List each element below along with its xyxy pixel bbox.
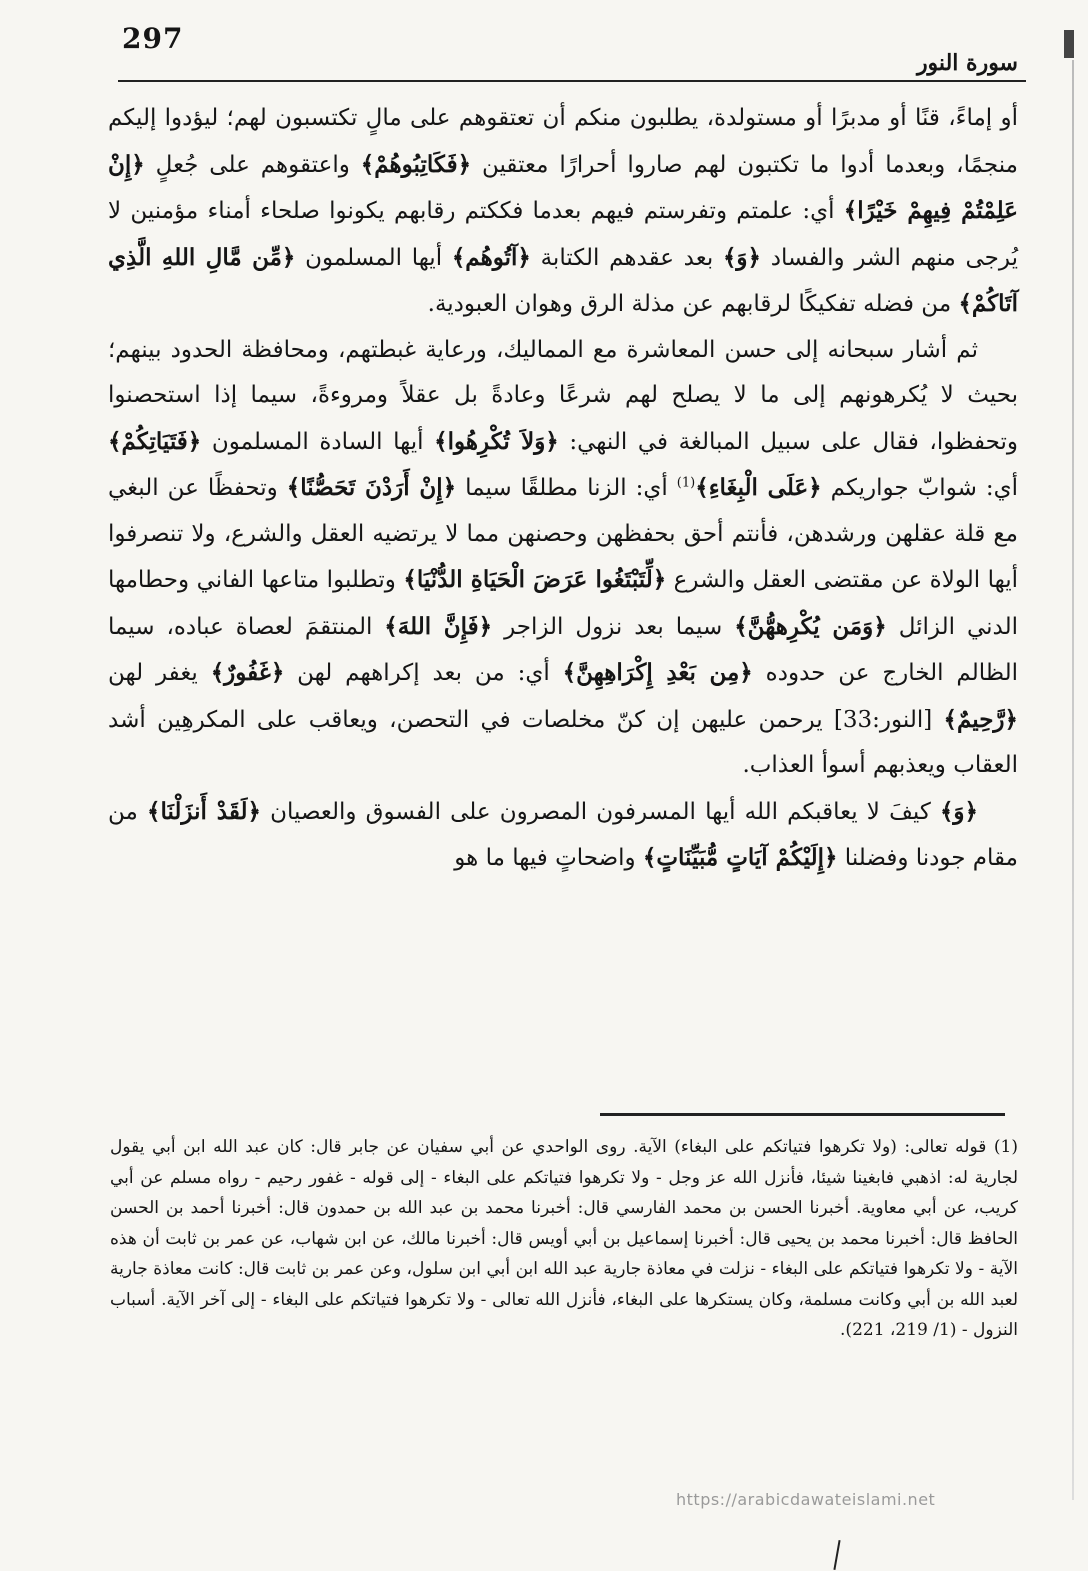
quran-quote: ﴿لِّتَبْتَغُوا عَرَضَ الْحَيَاةِ الدُّنْيَا﴾: [403, 566, 667, 593]
body-text: وتحفظًا عن البغي مع قلة عقلهن ورشدهن، فأنتم أحق بحفظهن وحصنهن مما لا يرتضيه العقل والشرع، ولا تنصرفوا أيها الولاة عن مقتضى العقل والشرع: [108, 475, 1018, 593]
body-text: [النور:33] يرحمن عليهن إن كنّ مخلصات في التحصن، ويعاقب على المكرهِين أشد العقاب ويعذبهم أسوأ العذاب.: [108, 706, 1018, 778]
body-text: أو إماءً، قنًا أو مدبرًا أو مستولدة، يطلبون منكم أن تعتقوهم على مالٍ تكتسبون لهم؛ ليؤدوا إليكم منجمًا، وبعدما أدوا ما تكتبون لهم صاروا أحرارًا معتقين: [108, 105, 1018, 178]
body-text: بعد عقدهم الكتابة: [530, 244, 723, 271]
body-text: واعتقوهم على جُعلٍ: [144, 151, 361, 178]
footnote-divider: [600, 1113, 1005, 1116]
quran-quote: ﴿غَفُورٌ﴾: [210, 659, 285, 686]
body-text: وتطلبوا متاعها الفاني وحطامها الدني الزائل: [108, 567, 1018, 640]
quran-quote: ﴿رَّحِيمٌ﴾: [943, 705, 1018, 733]
body-text: أي: من بعد إكراههم لهن: [284, 660, 563, 686]
footnote-reference: (1): [676, 475, 696, 491]
body-text: سيما بعد نزول الزاجر: [492, 613, 735, 640]
footnote-1: (1) قوله تعالى: (ولا تكرهوا فتياتكم على البغاء) الآية. روى الواحدي عن أبي سفيان عن جابر قال: كان عبد الله ابن أبي يقول لجارية له: اذهبي فابغينا شيئا، فأنزل الله عز وجل - ولا تكرهوا فتياتكم على البغاء - إلى قوله - غفور رحيم - رواه مسلم عن أبي كريب، عن أبي معاوية. أخبرنا الحسن بن محمد الفارسي قال: أخبرنا محمد بن عبد الله بن حمدون قال: أخبرنا أحمد بن الحسن الحافظ قال: أخبرنا محمد بن يحيى قال: أخبرنا إسماعيل بن أبي أويس قال: أخبرنا مالك، عن ابن شهاب، عن عمر بن ثابت أن هذه الآية - ولا تكرهوا فتياتكم على البغاء - نزلت في معاذة جارية عبد الله ابن أبي ابن سلول، وعن عمر بن ثابت قال: كانت معاذة جارية لعبد الله بن أبي وكانت مسلمة، وكان يستكرها على البغاء، فأنزل الله تعالى - ولا تكرهوا فتياتكم على البغاء - إلى آخر الآية. أسباب النزول - (1/ 219، 221).: [110, 1137, 1018, 1340]
quran-quote: ﴿مِّن مَّالِ اللهِ الَّذِي آتَاكُمْ﴾: [108, 243, 1018, 317]
quran-quote: ﴿عَلَى الْبِغَاءِ﴾: [695, 474, 822, 501]
footnotes: [110, 1132, 1018, 1346]
body-text: أي: علمتم وتفرستم فيهم بعدما فككتم رقابهم يكونوا صلحاء أمناء مؤمنين لا يُرجى منهم الشر والفساد: [108, 198, 1018, 271]
body-text: أي: شوابّ جواريكم: [821, 475, 1019, 501]
body-text: أيها المسلمون: [295, 244, 452, 271]
scan-pen-mark: [833, 1540, 840, 1570]
quran-quote: ﴿إِنْ عَلِمْتُمْ فِيهِمْ خَيْرًا﴾: [108, 150, 1018, 224]
body-text: واضحاتٍ فيها ما هو: [454, 845, 643, 871]
quran-quote: ﴿وَ﴾: [939, 797, 978, 825]
body-text: أي: الزنا مطلقًا سيما: [456, 475, 677, 501]
quran-quote: ﴿إِنْ أَرَدْنَ تَحَصُّنًا﴾: [286, 474, 457, 501]
quran-quote: ﴿وَ﴾: [722, 243, 761, 271]
paragraph: [108, 328, 1018, 789]
quran-quote: ﴿فَتَيَاتِكُمْ﴾: [108, 427, 202, 455]
quran-quote: ﴿وَمَن يُكْرِههُّنَّ﴾: [734, 612, 887, 640]
quran-quote: ﴿إِلَيْكُمْ آيَاتٍ مُّبَيِّنَاتٍ﴾: [642, 844, 838, 871]
body-text: يغفر لهن: [108, 660, 211, 686]
paragraph: [108, 96, 1018, 328]
body-text: من مقام جودنا وفضلنا: [108, 798, 1018, 871]
quran-quote: ﴿مِن بَعْدِ إِكْرَاهِهِنَّ﴾: [562, 659, 753, 686]
paragraph: [108, 789, 1018, 882]
quran-quote: ﴿لَقَدْ أَنزَلْنَا﴾: [147, 797, 261, 825]
quran-quote: ﴿آتُوهُم﴾: [451, 243, 531, 271]
quran-quote: ﴿وَلاَ تُكْرِهُوا﴾: [434, 427, 559, 455]
scan-edge-shadow: [1072, 60, 1074, 1500]
page-number: 297: [122, 22, 184, 55]
watermark-url: https://arabicdawateislami.net: [676, 1490, 936, 1509]
body-text: أيها السادة المسلمون: [201, 428, 435, 455]
surah-title: سورة النور: [916, 50, 1018, 76]
body-text: ثم أشار سبحانه إلى حسن المعاشرة مع المماليك، ورعاية غبطتهم، ومحافظة الحدود بينهم؛ بحيث لا يُكرهونهم إلى ما لا يصلح لهم شرعًا وعادةً بل عقلاً ومروءةً، سيما إذا استحصنوا وتحفظوا، فقال على سبيل المبالغة في النهي:: [108, 336, 1018, 455]
scan-edge-mark: [1064, 30, 1074, 58]
body-text: كيفَ لا يعاقبكم الله أيها المسرفون المصرون على الفسوق والعصيان: [260, 798, 940, 825]
body-text: من فضله تفكيكًا لرقابهم عن مذلة الرق وهوان العبودية.: [427, 291, 959, 317]
header-divider: [118, 80, 1026, 82]
main-text-body: [108, 96, 1018, 882]
body-text: المنتقمَ لعصاة عباده، سيما الظالم الخارج عن حدوده: [108, 613, 1018, 686]
quran-quote: ﴿فَإِنَّ اللهَ﴾: [384, 612, 493, 640]
quran-quote: ﴿فَكَاتِبُوهُمْ﴾: [360, 150, 472, 178]
